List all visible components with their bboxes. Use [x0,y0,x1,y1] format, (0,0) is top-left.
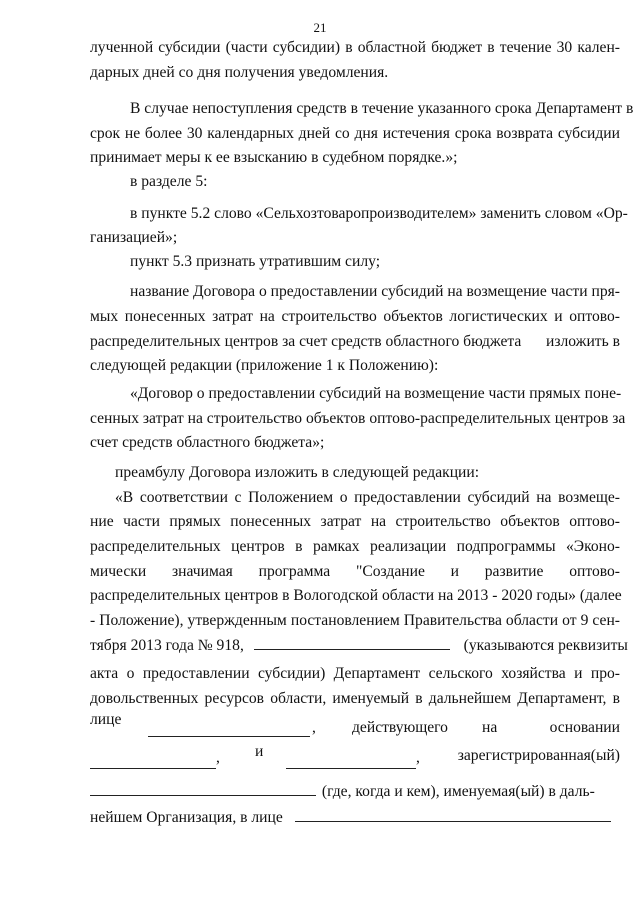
fill-in-blank [148,722,310,737]
text-line [90,330,620,354]
text-line: мически значимая программа "Создание и развитие оптово- [90,563,620,580]
text-fragment: основании [549,719,620,736]
text-fragment: и [255,743,264,760]
text-line: «В соответствии с Положением о предоставлении субсидий на возмеще- [115,489,620,506]
text-line: - Положение), утвержденным постановлением Правительства области от 9 сен- [90,612,620,629]
text-line: пункт 5.3 признать утратившим силу; [130,253,381,270]
text-line: счет средств областного бюджета»; [90,434,325,451]
text-fragment: тября 2013 года № 918, [90,637,244,654]
text-line: сенных затрат на строительство объектов оптово-распределительных центров за [90,410,626,427]
fill-in-blank [254,635,450,650]
fill-in-blank [286,754,416,769]
text-line: преамбулу Договора изложить в следующей редакции: [115,464,480,481]
text-fragment: нейшем Организация, в лице [90,809,283,826]
text-line: лученной субсидии (части субсидии) в областной бюджет в течение 30 кален- [90,39,620,56]
text-line: в разделе 5: [130,173,208,190]
fill-in-blank [295,807,611,822]
text-line: «Договор о предоставлении субсидий на возмещение части прямых поне- [130,385,622,402]
text-line: принимает меры к ее взысканию в судебном порядке.»; [90,149,458,166]
text-fragment: , [416,749,420,766]
text-line: дарных дней со дня получения уведомления. [90,64,389,81]
page-number: 21 [313,20,327,35]
text-line: срок не более 30 календарных дней со дня истечения срока возврата субсидии [90,125,620,142]
text-line: В случае непоступления средств в течение указанного срока Департамент в [130,100,634,117]
text-fragment: (где, когда и кем), именуемая(ый) в даль- [321,783,595,800]
text-line: акта о предоставлении субсидии) Департамент сельского хозяйства и про- [90,665,620,682]
text-fragment: распределительных центров за счет средств областного бюджета [90,333,522,350]
text-line: название Договора о предоставлении субсидий на возмещение части пря- [130,283,620,300]
text-fragment: зарегистрированная(ый) [457,747,620,764]
fill-in-blank [90,754,216,769]
text-fragment: , [216,749,220,766]
text-line [90,780,620,804]
text-line: распределительных центров в Вологодской области на 2013 - 2020 годы» (далее [90,587,622,604]
text-line: следующей редакции (приложение 1 к Положению): [90,357,439,374]
text-fragment: изложить в [545,333,620,350]
text-line [90,711,620,740]
text-fragment: на [482,719,498,736]
text-line: мых понесенных затрат на строительство объектов логистических и оптово- [90,308,620,325]
text-line [90,806,620,830]
text-line: ние части прямых понесенных затрат на строительство объектов оптово- [90,513,620,530]
fill-in-blank [90,781,316,796]
text-line [90,634,628,658]
text-fragment: лице [90,711,122,728]
text-line: распределительных центров в рамках реализации подпрограммы «Эконо- [90,538,620,555]
text-fragment: , [312,719,316,736]
text-line: ганизацией»; [90,229,178,246]
text-fragment: (указываются реквизиты [463,637,628,654]
text-line: довольственных ресурсов области, именуемый в дальнейшем Департамент, в [90,690,620,707]
text-fragment: действующего [352,719,448,736]
text-line [90,743,620,772]
text-line: в пункте 5.2 слово «Сельхозтоваропроизводителем» заменить словом «Ор- [130,205,628,222]
